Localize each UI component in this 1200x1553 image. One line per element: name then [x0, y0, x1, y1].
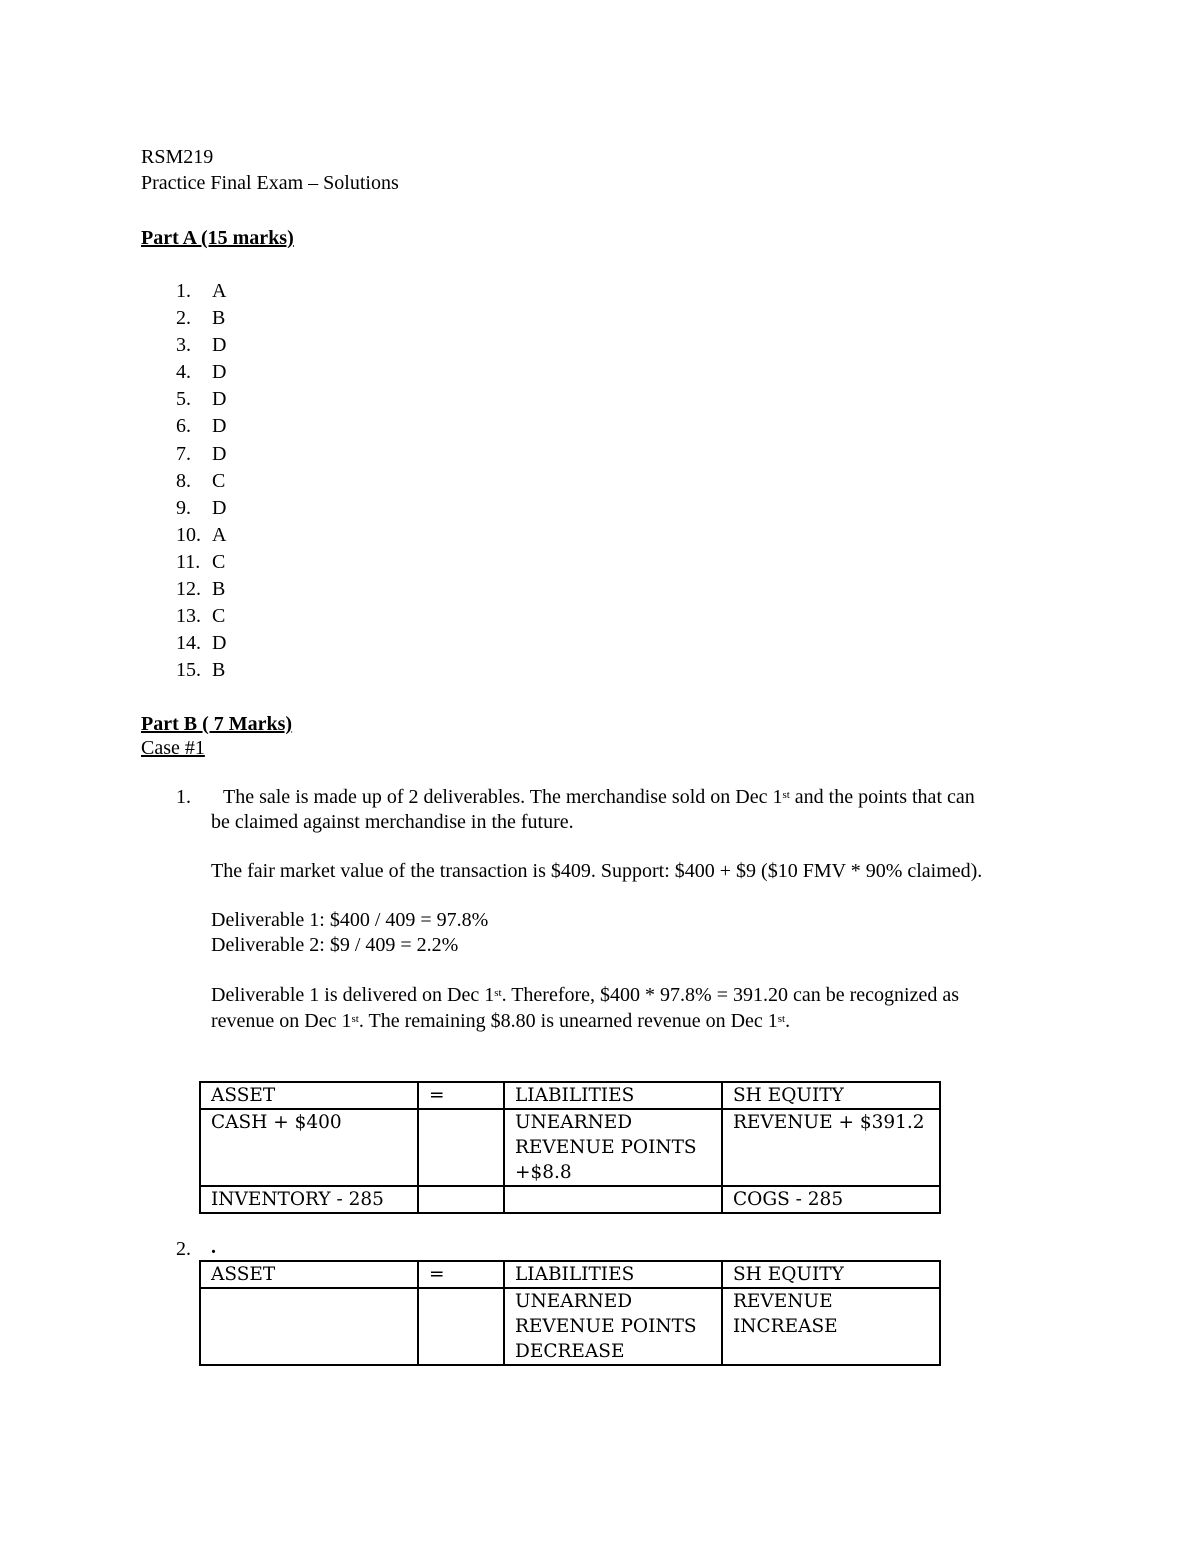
table-cell: =	[418, 1082, 504, 1109]
table-header-row	[200, 1261, 940, 1288]
table-cell: UNEARNED REVENUE POINTS +$8.8	[504, 1109, 722, 1186]
table-cell	[418, 1186, 504, 1213]
question-1-line-1: The sale is made up of 2 deliverables. The merchandise sold on Dec 1st and the points that can	[223, 786, 975, 808]
answer-item: 14. D	[176, 632, 227, 655]
part-a-heading: Part A (15 marks)	[141, 227, 294, 249]
answer-item: 13. C	[176, 605, 226, 628]
answer-item: 4. D	[176, 361, 227, 384]
answer-item: 7. D	[176, 442, 227, 465]
question-1-line-2: be claimed against merchandise in the future.	[211, 811, 574, 833]
part-b-heading: Part B ( 7 Marks)	[141, 713, 293, 735]
answer-item: 15. B	[176, 659, 226, 682]
table-cell: SH EQUITY	[722, 1082, 940, 1109]
answer-item: 6. D	[176, 415, 227, 438]
table-header-row	[200, 1082, 940, 1109]
table-cell: LIABILITIES	[504, 1261, 722, 1288]
table-row	[200, 1288, 940, 1365]
answer-item: 2. B	[176, 307, 226, 330]
table-cell	[418, 1109, 504, 1186]
table-cell	[200, 1288, 418, 1365]
table-cell: ASSET	[200, 1261, 418, 1288]
question-1-number: 1.	[176, 786, 191, 808]
fair-market-value-text: The fair market value of the transaction is $409. Support: $400 + $9 ($10 FMV * 90% claimed).	[211, 860, 983, 882]
answer-item: 8. C	[176, 469, 226, 492]
table-row	[200, 1109, 940, 1186]
answer-item: 11. C	[176, 550, 226, 573]
table-cell: UNEARNED REVENUE POINTS DECREASE	[504, 1288, 722, 1365]
recognition-line-1: Deliverable 1 is delivered on Dec 1st. Therefore, $400 * 97.8% = 391.20 can be recognized as	[211, 984, 959, 1006]
table-cell	[418, 1288, 504, 1365]
table-cell: COGS - 285	[722, 1186, 940, 1213]
case-label: Case #1	[141, 737, 205, 759]
answer-item: 1. A	[176, 280, 227, 302]
part-a-answer-list	[176, 278, 226, 684]
table-cell: INVENTORY - 285	[200, 1186, 418, 1213]
table-cell: ASSET	[200, 1082, 418, 1109]
document-subtitle: Practice Final Exam – Solutions	[141, 172, 399, 194]
table-cell: REVENUE + $391.2	[722, 1109, 940, 1186]
recognition-line-2: revenue on Dec 1st. The remaining $8.80 is unearned revenue on Dec 1st.	[211, 1010, 791, 1032]
question-2-marker: .	[211, 1236, 216, 1258]
answer-item: 9. D	[176, 496, 227, 519]
table-cell: REVENUE INCREASE	[722, 1288, 940, 1365]
answer-item: 10. A	[176, 523, 227, 546]
question-2-number: 2.	[176, 1238, 191, 1260]
table-row	[200, 1186, 940, 1213]
table-cell: LIABILITIES	[504, 1082, 722, 1109]
table-cell: =	[418, 1261, 504, 1288]
course-code: RSM219	[141, 146, 214, 168]
table-cell: SH EQUITY	[722, 1261, 940, 1288]
accounting-equation-table-2	[199, 1260, 941, 1366]
table-cell	[504, 1186, 722, 1213]
accounting-equation-table-1	[199, 1081, 941, 1214]
answer-item: 3. D	[176, 334, 227, 357]
answer-item: 12. B	[176, 578, 226, 601]
deliverable-2-text: Deliverable 2: $9 / 409 = 2.2%	[211, 934, 459, 956]
table-cell: CASH + $400	[200, 1109, 418, 1186]
answer-item: 5. D	[176, 388, 227, 411]
deliverable-1-text: Deliverable 1: $400 / 409 = 97.8%	[211, 909, 489, 931]
